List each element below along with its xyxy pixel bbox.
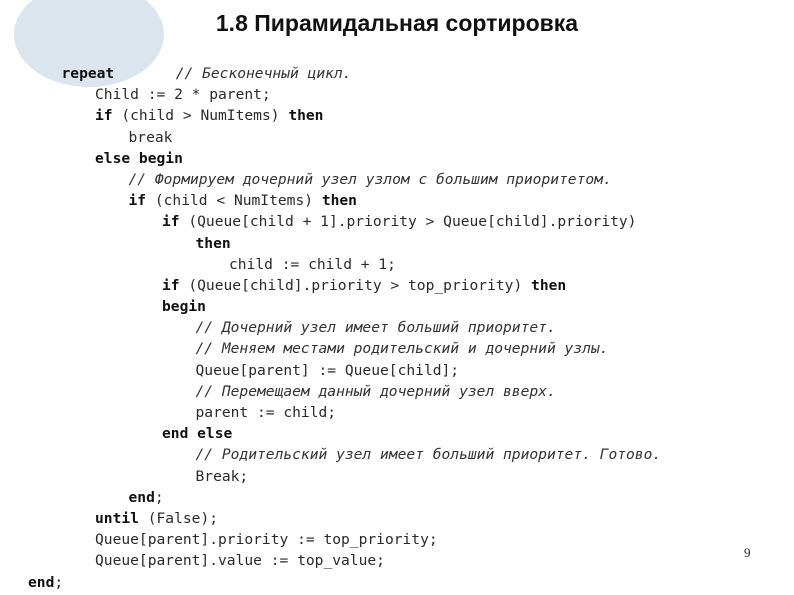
code-text: (child > NumItems) (112, 107, 289, 125)
code-keyword: if (162, 213, 180, 231)
code-text: Child := 2 * parent; (95, 86, 271, 104)
code-line (28, 317, 661, 338)
code-block (28, 63, 661, 593)
code-line (28, 381, 661, 402)
code-keyword: then (195, 234, 231, 252)
code-text: Queue[parent] := Queue[child]; (195, 361, 460, 379)
code-comment: // Бесконечный цикл. (175, 65, 352, 82)
code-keyword: end else (162, 425, 233, 443)
code-line (28, 338, 661, 359)
code-keyword: begin (162, 298, 206, 316)
code-line (28, 63, 661, 84)
code-line (28, 233, 661, 254)
code-keyword: repeat (61, 65, 115, 82)
code-line (28, 254, 661, 275)
code-line (28, 190, 661, 211)
code-line (28, 211, 661, 232)
code-text: (Queue[child].priority > top_priority) (179, 276, 532, 294)
code-keyword: then (531, 276, 567, 294)
code-text: Queue[parent].priority := top_priority; (95, 531, 438, 549)
code-line (28, 275, 661, 296)
code-line (28, 84, 661, 105)
code-line (28, 508, 661, 529)
code-line (28, 444, 661, 465)
code-keyword: else begin (95, 149, 183, 167)
code-line (28, 360, 661, 381)
code-keyword: then (321, 192, 357, 210)
code-comment: // Формируем дочерний узел узлом с большим приоритетом. (128, 170, 612, 188)
code-line (28, 127, 661, 148)
code-keyword: end (28, 573, 55, 591)
code-line (28, 296, 661, 317)
code-keyword: if (128, 192, 147, 210)
code-line (28, 148, 661, 169)
page-title: 1.8 Пирамидальная сортировка (215, 10, 579, 36)
code-line (28, 402, 661, 423)
code-line (28, 105, 661, 126)
code-text: Queue[parent].value := top_value; (95, 552, 385, 570)
code-line (28, 466, 661, 487)
code-line (28, 529, 661, 550)
code-text: ; (154, 488, 164, 506)
code-line (28, 169, 661, 190)
code-comment: // Меняем местами родительский и дочерний узлы. (195, 340, 609, 358)
code-keyword: then (288, 107, 324, 125)
code-line (28, 423, 661, 444)
code-text: ; (54, 573, 64, 591)
code-text (114, 65, 176, 82)
code-line (28, 550, 661, 571)
code-text: parent := child; (195, 404, 337, 421)
code-keyword: if (162, 276, 180, 294)
code-comment: // Дочерний узел имеет больший приоритет. (195, 319, 556, 337)
code-line (28, 572, 661, 593)
page-number: 9 (744, 545, 751, 560)
code-keyword: until (95, 509, 139, 527)
code-text: (child < NumItems) (146, 192, 322, 210)
code-keyword: if (95, 107, 113, 125)
code-keyword: end (128, 488, 155, 506)
code-text: Break; (195, 467, 249, 485)
code-text: (Queue[child + 1].priority > Queue[child].priority) (179, 213, 637, 231)
code-text: (False); (138, 509, 219, 527)
code-text: break (128, 128, 173, 146)
code-text: child := child + 1; (229, 255, 396, 273)
code-comment: // Перемещаем данный дочерний узел вверх. (195, 382, 556, 400)
code-line (28, 487, 661, 508)
code-comment: // Родительский узел имеет больший приоритет. Готово. (195, 446, 662, 464)
